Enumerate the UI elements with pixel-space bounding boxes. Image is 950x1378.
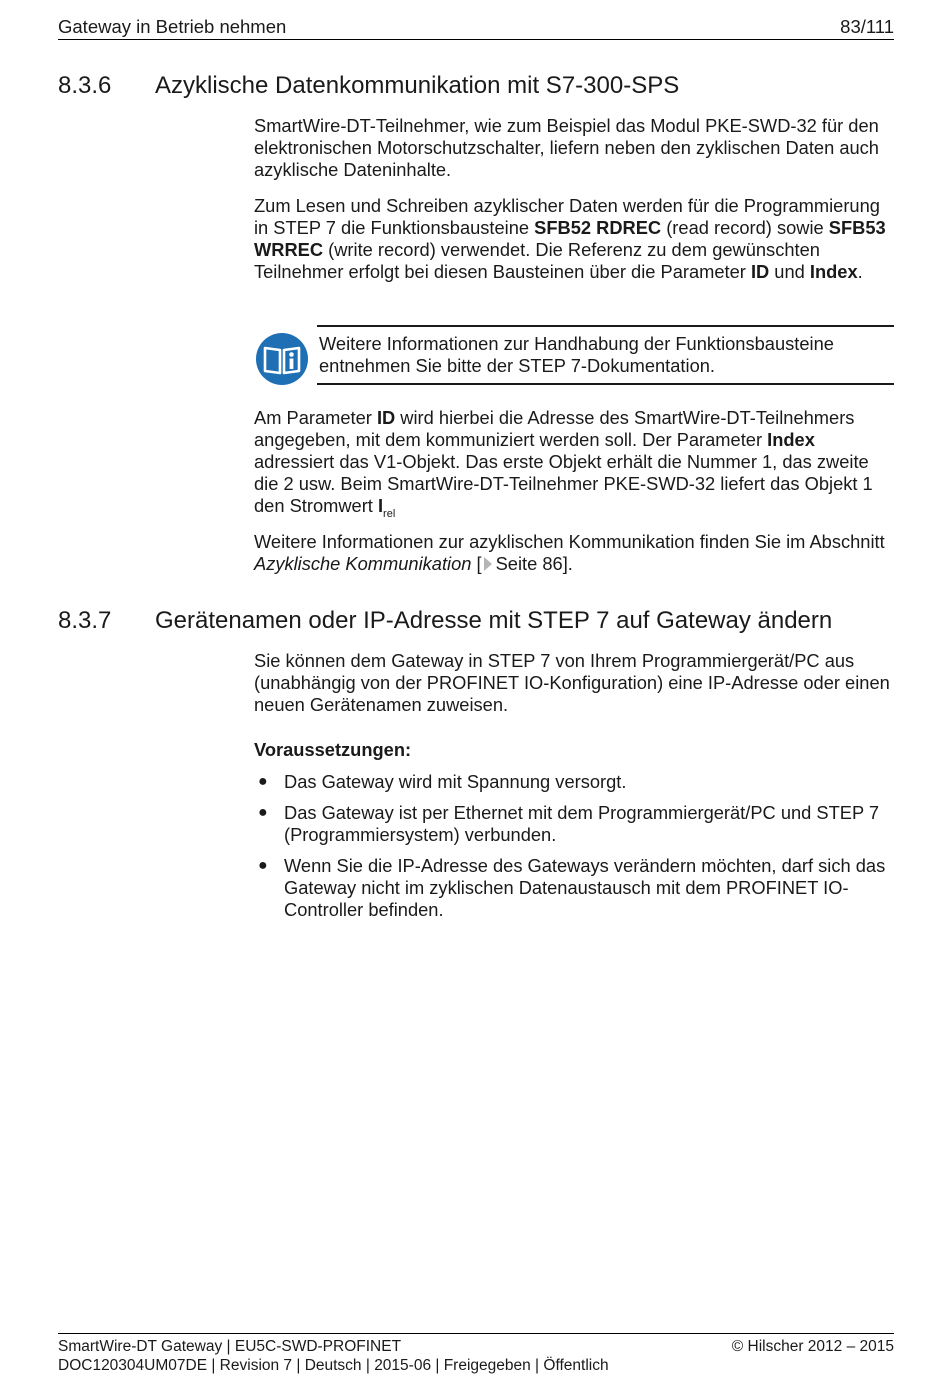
section-title: Azyklische Datenkommunikation mit S7-300-SPS (155, 72, 680, 99)
bold-index: Index (767, 429, 815, 450)
section-number: 8.3.7 (58, 607, 112, 634)
text: und (769, 261, 810, 282)
bold-id: ID (750, 261, 770, 282)
text: adressiert das V1-Objekt. Das erste Objekt erhält die Nummer 1, das zweite die 2 usw. Beim SmartWire-DT-Teilnehmer PKE-SWD-32 liefert das Objekt 1 den Stromwert (254, 451, 873, 516)
text: ]. (562, 553, 573, 574)
paragraph-intro: SmartWire-DT-Teilnehmer, wie zum Beispiel das Modul PKE-SWD-32 für den elektronischen Motorschutzschalter, liefern neben den zyklischen Daten auch azyklische Dateninhalte. (254, 115, 879, 180)
link-arrow-icon (484, 557, 492, 571)
header-page-number: 83/111 (840, 16, 894, 37)
page-link[interactable]: Seite 86 (495, 553, 563, 574)
text: Am Parameter (254, 407, 377, 428)
bullet-icon: ● (258, 773, 268, 790)
requirements-list (254, 771, 894, 921)
paragraph-function-blocks (254, 195, 894, 283)
text: Weitere Informationen zur azyklischen Kommunikation finden Sie im Abschnitt (254, 531, 885, 552)
subscript-rel: rel (383, 508, 396, 520)
requirements-heading: Voraussetzungen: (254, 739, 412, 760)
list-item (254, 802, 894, 846)
bold-sfb52: SFB52 RDREC (534, 217, 662, 238)
paragraph-further-info (254, 531, 894, 575)
bold-index: Index (809, 261, 858, 282)
section-number: 8.3.6 (58, 72, 112, 99)
section-reference: Azyklische Kommunikation (254, 553, 472, 574)
note-text: Weitere Informationen zur Handhabung der Funktionsbausteine entnehmen Sie bitte der STEP 7-Dokumentation. (319, 333, 834, 376)
bold-sfb53: SFB53 WRREC (254, 217, 886, 260)
bullet-icon: ● (258, 857, 268, 874)
list-item-text: Wenn Sie die IP-Adresse des Gateways verändern möchten, darf sich das Gateway nicht im zyklischen Datenaustausch mit dem PROFINET IO-Controller befinden. (284, 855, 886, 920)
paragraph-assign-ip: Sie können dem Gateway in STEP 7 von Ihrem Programmiergerät/PC aus (unabhängig von der PROFINET IO-Konfiguration) eine IP-Adresse oder einen neuen Gerätenamen zuweisen. (254, 650, 890, 715)
bold-current-symbol: I (377, 495, 384, 516)
page-header (58, 14, 894, 40)
text: (write record) verwendet. Die Referenz zu dem gewünschten Teilnehmer erfolgt bei diesen Bausteinen über die Parameter (254, 239, 820, 282)
info-note (254, 325, 894, 382)
list-item (254, 771, 894, 793)
header-chapter-title: Gateway in Betrieb nehmen (58, 16, 287, 37)
text: (read record) sowie (661, 217, 829, 238)
text: wird hierbei die Adresse des SmartWire-DT-Teilnehmers angegeben, mit dem kommuniziert werden soll. Der Parameter (254, 407, 855, 450)
text: Zum Lesen und Schreiben azyklischer Daten werden für die Programmierung in STEP 7 die Funktionsbausteine (254, 195, 880, 238)
text: [ (471, 553, 482, 574)
footer-copyright: © Hilscher 2012 – 2015 (731, 1338, 894, 1355)
section-title: Gerätenamen oder IP-Adresse mit STEP 7 auf Gateway ändern (155, 607, 833, 634)
paragraph-parameters (254, 407, 894, 520)
bullet-icon: ● (258, 804, 268, 821)
list-item (254, 855, 894, 921)
page-footer (58, 1333, 894, 1374)
text: . (857, 261, 863, 282)
footer-document-info: DOC120304UM07DE | Revision 7 | Deutsch | 2015-06 | Freigegeben | Öffentlich (58, 1357, 609, 1374)
bold-id: ID (376, 407, 396, 428)
note-box (317, 325, 894, 385)
footer-product: SmartWire-DT Gateway | EU5C-SWD-PROFINET (58, 1338, 402, 1355)
list-item-text: Das Gateway wird mit Spannung versorgt. (284, 771, 627, 792)
list-item-text: Das Gateway ist per Ethernet mit dem Programmiergerät/PC und STEP 7 (Programmiersystem) verbunden. (284, 802, 880, 845)
info-book-icon (256, 333, 308, 385)
